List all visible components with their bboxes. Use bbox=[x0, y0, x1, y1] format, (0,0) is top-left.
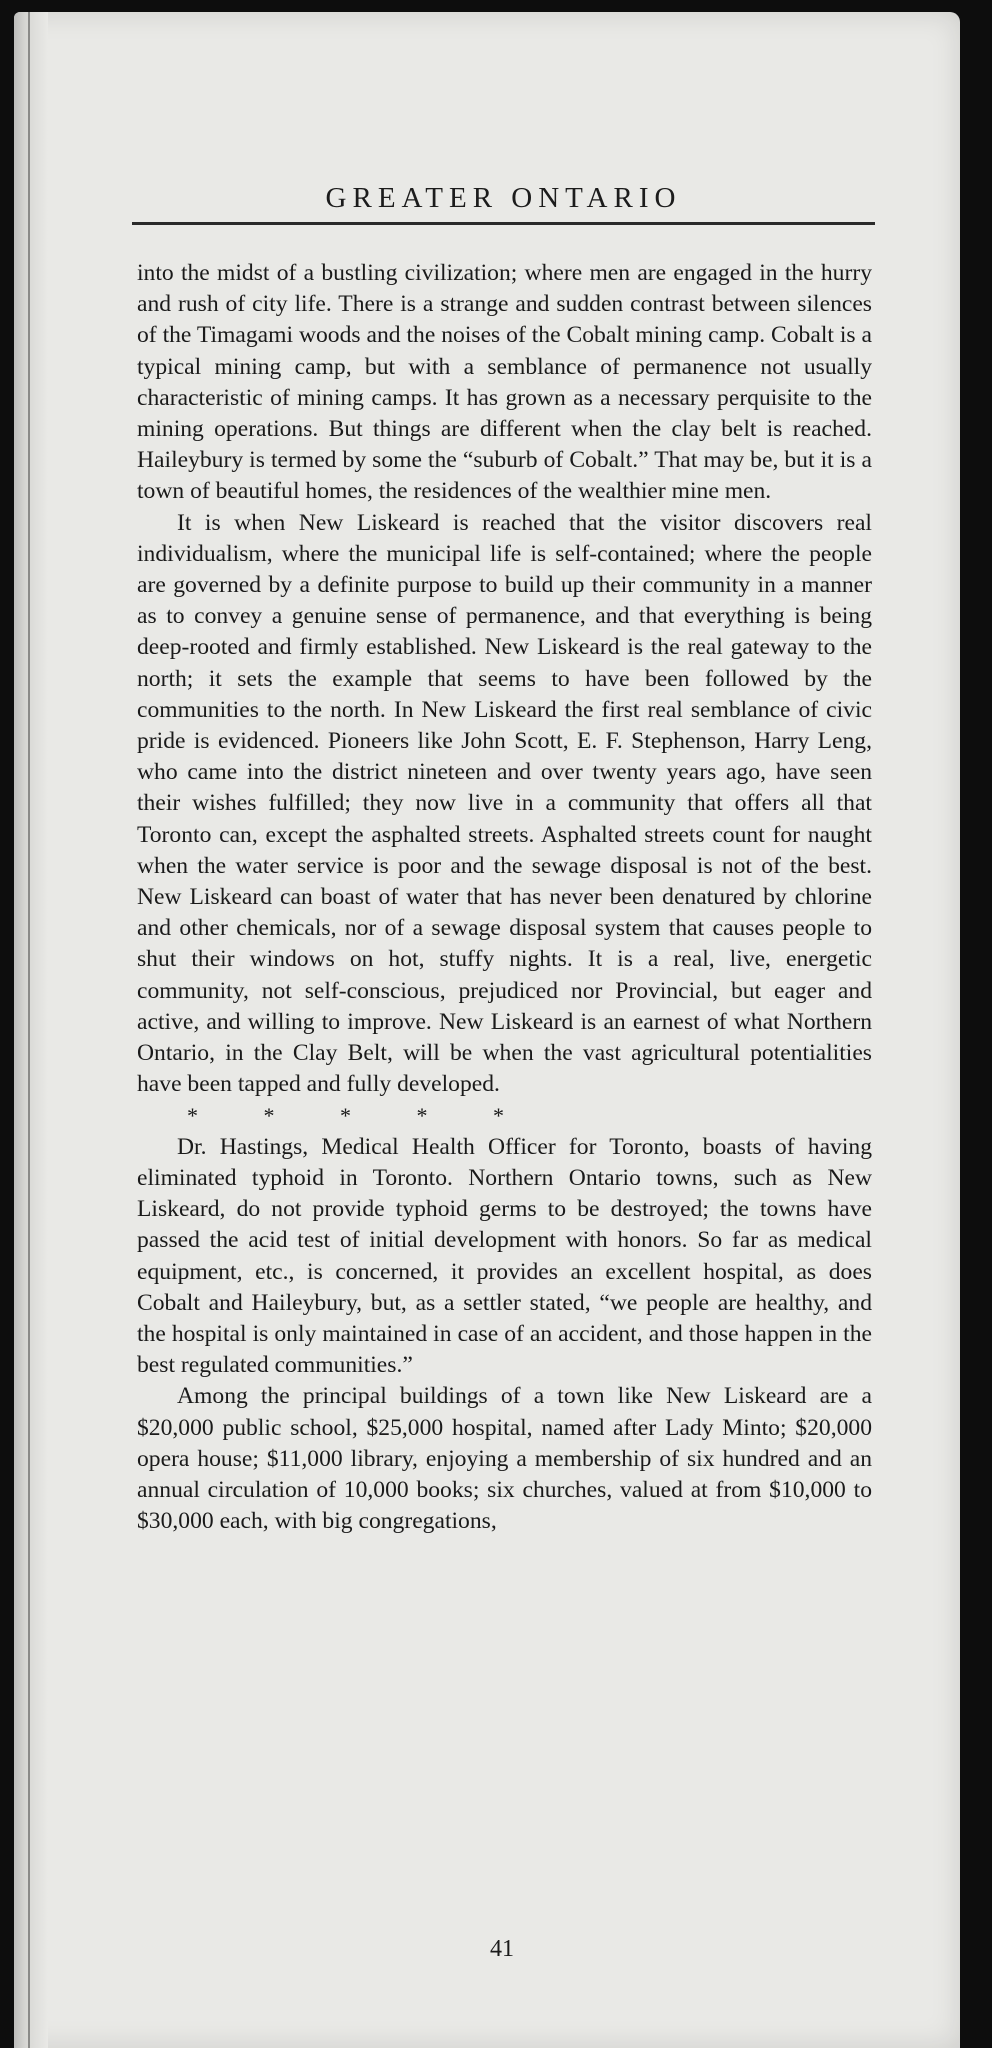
body-text bbox=[137, 258, 872, 1537]
paragraph: Among the principal buildings of a town like New Liskeard are a $20,000 public school, $25,000 hospital, named after Lady Minto; $20,000 opera house; $11,000 library, enjoying a membership of six hundred and an annual circulation of 10,000 books; six churches, valued at from $10,000 to $30,000 each, with big congregations, bbox=[137, 1383, 872, 1535]
book-page bbox=[14, 12, 960, 2048]
page-spine bbox=[14, 12, 48, 2048]
paragraph: into the midst of a bustling civilization; where men are engaged in the hurry and rush of city life. There is a strange and sudden contrast between silences of the Timagami woods and the noises of the Cobalt mining camp. Cobalt is a typical mining camp, but with a semblance of permanence not usually characteristic of mining camps. It has grown as a necessary perquisite to the mining operations. But things are different when the clay belt is reached. Haileybury is termed by some the “suburb of Cobalt.” That may be, but it is a town of beautiful homes, the residences of the wealthier mine men. bbox=[137, 260, 872, 505]
spine-line bbox=[28, 12, 30, 2048]
paragraph: It is when New Liskeard is reached that the visitor discovers real individualism, where the municipal life is self-contained; where the people are governed by a definite purpose to build up their community in a manner as to convey a genuine sense of permanence, and that everything is being deep-rooted and firmly established. New Liskeard is the real gateway to the north; it sets the example that seems to have been followed by the communities to the north. In New Liskeard the first real semblance of civic pride is evidenced. Pioneers like John Scott, E. F. Stephenson, Harry Leng, who came into the district nineteen and over twenty years ago, have seen their wishes fulfilled; they now live in a community that offers all that Toronto can, except the asphalted streets. Asphalted streets count for naught when the water service is poor and the sewage disposal is not of the best. New Liskeard can boast of water that has never been denatured by chlorine and other chemicals, nor of a sewage disposal system that causes people to shut their windows on hot, stuffy nights. It is a real, live, energetic community, not self-conscious, prejudiced nor Provincial, but eager and active, and willing to improve. New Liskeard is an earnest of what Northern Ontario, in the Clay Belt, will be when the vast agricultural potentialities have been tapped and fully developed. bbox=[137, 509, 872, 1098]
page-number: 41 bbox=[490, 1936, 514, 1962]
header-rule bbox=[132, 222, 875, 225]
paragraph: Dr. Hastings, Medical Health Officer for Toronto, boasts of having eliminated typhoid in Toronto. Northern Ontario towns, such as New Liskeard, do not provide typhoid germs to be destroyed; the towns have passed the acid test of initial development with honors. So far as medical equipment, etc., is concerned, it provides an excellent hospital, as does Cobalt and Haileybury, but, as a settler stated, “we people are healthy, and the hospital is only maintained in case of an accident, and those happen in the best regulated communities.” bbox=[137, 1133, 872, 1379]
running-head: GREATER ONTARIO bbox=[325, 182, 682, 214]
section-separator: * * * * * bbox=[187, 1103, 504, 1129]
